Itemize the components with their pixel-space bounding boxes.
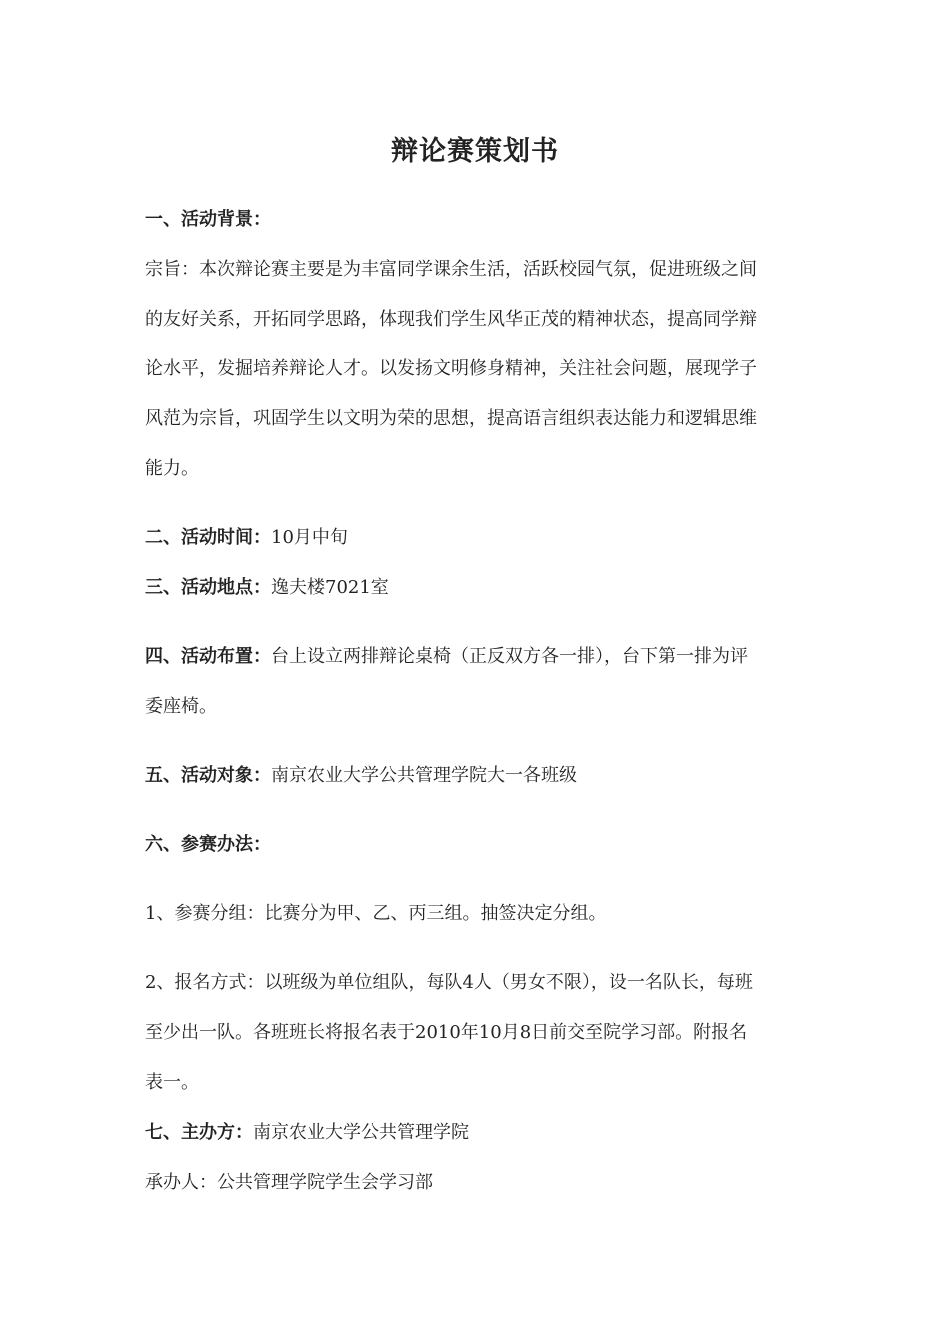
purpose-line-1: 宗旨：本次辩论赛主要是为丰富同学课余生活，活跃校园气氛，促进班级之间	[145, 259, 757, 280]
section-layout	[145, 645, 748, 669]
section-time	[145, 526, 348, 550]
purpose-line-4: 风范为宗旨，巩固学生以文明为荣的思想，提高语言组织表达能力和逻辑思维	[145, 408, 757, 429]
section-location	[145, 576, 389, 600]
section-value-location: 逸夫楼7021室	[271, 577, 389, 598]
section-heading-audience: 五、活动对象：	[145, 765, 271, 786]
participation-item-1: 1、参赛分组：比赛分为甲、乙、丙三组。抽签决定分组。	[145, 903, 607, 924]
section-value-layout-line-1: 台上设立两排辩论桌椅（正反双方各一排），台下第一排为评	[271, 646, 748, 667]
section-host	[145, 1121, 469, 1145]
purpose-line-5: 能力。	[145, 458, 199, 479]
section-heading-location: 三、活动地点：	[145, 577, 271, 598]
section-heading-background: 一、活动背景：	[145, 209, 271, 230]
section-heading-layout: 四、活动布置：	[145, 646, 271, 667]
organizer-line: 承办人：公共管理学院学生会学习部	[145, 1172, 433, 1193]
section-heading-host: 七、主办方：	[145, 1122, 253, 1143]
participation-item-2-line-2: 至少出一队。各班班长将报名表于2010年10月8日前交至院学习部。附报名	[145, 1022, 748, 1043]
section-audience	[145, 764, 577, 788]
section-value-time: 10月中旬	[271, 527, 348, 548]
section-heading-participation: 六、参赛办法：	[145, 834, 271, 855]
section-value-audience: 南京农业大学公共管理学院大一各班级	[271, 765, 577, 786]
purpose-line-2: 的友好关系，开拓同学思路，体现我们学生风华正茂的精神状态，提高同学辩	[145, 309, 757, 330]
section-value-host: 南京农业大学公共管理学院	[253, 1122, 469, 1143]
document-title: 辩论赛策划书	[391, 136, 559, 167]
section-heading-time: 二、活动时间：	[145, 527, 271, 548]
participation-item-2-line-1: 2、报名方式：以班级为单位组队，每队4人（男女不限），设一名队长，每班	[145, 972, 753, 993]
participation-item-2-line-3: 表一。	[145, 1072, 199, 1093]
section-value-layout-line-2: 委座椅。	[145, 696, 217, 717]
purpose-line-3: 论水平，发掘培养辩论人才。以发扬文明修身精神，关注社会问题，展现学子	[145, 358, 757, 379]
